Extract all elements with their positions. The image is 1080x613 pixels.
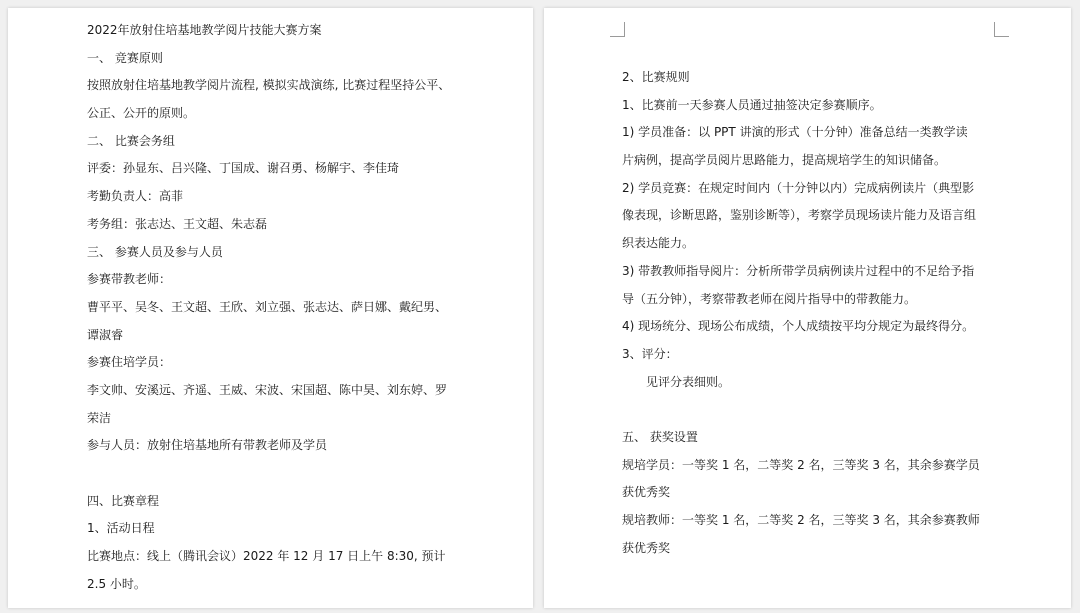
paragraph-line: 参与人员：放射住培基地所有带教老师及学员 (87, 438, 328, 453)
document-page-left (8, 8, 533, 608)
section-heading: 四、比赛章程 (87, 493, 160, 508)
paragraph-line: 1、活动日程 (87, 521, 155, 536)
section-heading: 五、 获奖设置 (622, 429, 698, 444)
paragraph-line: 织表达能力。 (622, 236, 695, 251)
section-heading: 3、评分： (622, 346, 678, 361)
page-text-right (622, 64, 980, 562)
paragraph-line: 见评分表细则。 (646, 374, 731, 389)
paragraph-line: 参赛带教老师： (87, 272, 172, 287)
paragraph-line: 3) 带教教师指导阅片：分析所带学员病例读片过程中的不足给予指 (622, 263, 975, 278)
paragraph-line: 参赛住培学员： (87, 355, 172, 370)
section-heading: 一、 竞赛原则 (87, 50, 163, 65)
document-title: 2022年放射住培基地教学阅片技能大赛方案 (87, 23, 322, 37)
paragraph-line: 片病例，提高学员阅片思路能力，提高规培学生的知识储备。 (622, 153, 947, 168)
section-heading: 二、 比赛会务组 (87, 133, 175, 148)
paragraph-line: 比赛地点：线上（腾讯会议）2022 年 12 月 17 日上午 8:30, 预计 (87, 549, 446, 564)
paragraph-line: 荣洁 (87, 410, 112, 425)
paragraph-line: 获优秀奖 (622, 540, 671, 555)
paragraph-line: 2) 学员竞赛：在规定时间内（十分钟以内）完成病例读片（典型影 (622, 180, 975, 195)
page-text-left (87, 17, 450, 598)
paragraph-line: 2.5 小时。 (87, 576, 146, 591)
blank-line (622, 396, 980, 424)
paragraph-line: 规培学员：一等奖 1 名，二等奖 2 名，三等奖 3 名，其余参赛学员 (622, 457, 980, 472)
paragraph-line: 谭淑睿 (87, 327, 124, 342)
paragraph-line: 考务组：张志达、王文超、朱志磊 (87, 216, 268, 231)
paragraph-line: 4) 现场统分、现场公布成绩，个人成绩按平均分规定为最终得分。 (622, 319, 975, 334)
blank-line (87, 460, 450, 488)
margin-corner-mark (610, 22, 625, 37)
paragraph-line: 李文帅、安溪远、齐遥、王威、宋波、宋国超、陈中昊、刘东婷、罗 (87, 382, 448, 397)
paragraph-line: 导（五分钟），考察带教老师在阅片指导中的带教能力。 (622, 291, 917, 306)
paragraph-line: 1) 学员准备：以 PPT 讲演的形式（十分钟）准备总结一类教学读 (622, 125, 968, 140)
paragraph-line: 公正、公开的原则。 (87, 106, 196, 121)
paragraph-line: 1、比赛前一天参赛人员通过抽签决定参赛顺序。 (622, 97, 882, 112)
paragraph-line: 按照放射住培基地教学阅片流程, 模拟实战演练, 比赛过程坚持公平、 (87, 78, 451, 93)
section-heading: 三、 参赛人员及参与人员 (87, 244, 223, 259)
section-heading: 2、比赛规则 (622, 70, 690, 84)
paragraph-line: 考勤负责人：高菲 (87, 189, 184, 204)
document-page-right (544, 8, 1071, 608)
paragraph-line: 评委：孙显东、吕兴隆、丁国成、谢召勇、杨解宇、李佳琦 (87, 161, 400, 176)
paragraph-line: 获优秀奖 (622, 485, 671, 500)
paragraph-line: 像表现，诊断思路，鉴别诊断等），考察学员现场读片能力及语言组 (622, 208, 977, 223)
paragraph-line: 曹平平、吴冬、王文超、王欣、刘立强、张志达、萨日娜、戴纪男、 (87, 299, 448, 314)
paragraph-line: 规培教师：一等奖 1 名，二等奖 2 名，三等奖 3 名，其余参赛教师 (622, 513, 980, 527)
margin-corner-mark (994, 22, 1009, 37)
